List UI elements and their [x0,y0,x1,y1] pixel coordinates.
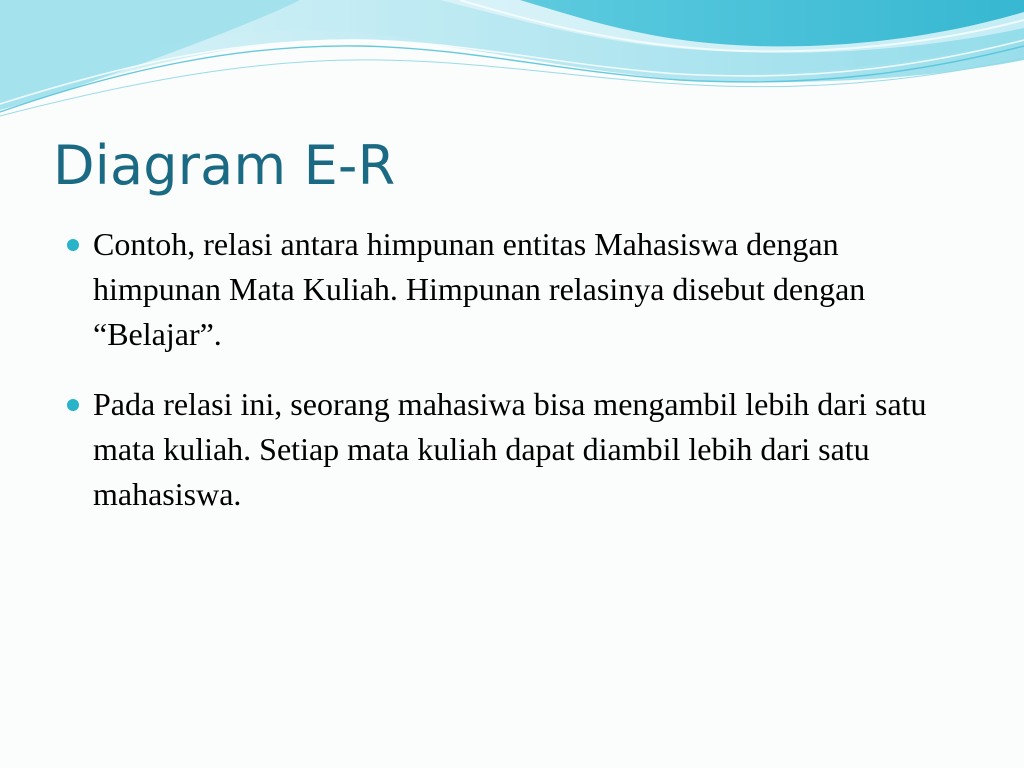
bullet-text: Pada relasi ini, seorang mahasiwa bisa mengambil lebih dari satu mata kuliah. Setiap mata kuliah dapat diambil lebih dari satu mahasiswa. [93,386,927,512]
bullet-text: Contoh, relasi antara himpunan entitas Mahasiswa dengan himpunan Mata Kuliah. Himpunan relasinya disebut dengan “Belajar”. [93,226,866,352]
bullet-dot-icon [67,239,79,251]
wave-band-left [0,0,300,110]
slide-title: Diagram E-R [53,134,396,197]
bullet-list [62,222,962,542]
decorative-wave-header [0,0,1024,130]
bullet-item [62,382,962,517]
bullet-item [62,222,962,357]
bullet-dot-icon [67,399,79,411]
